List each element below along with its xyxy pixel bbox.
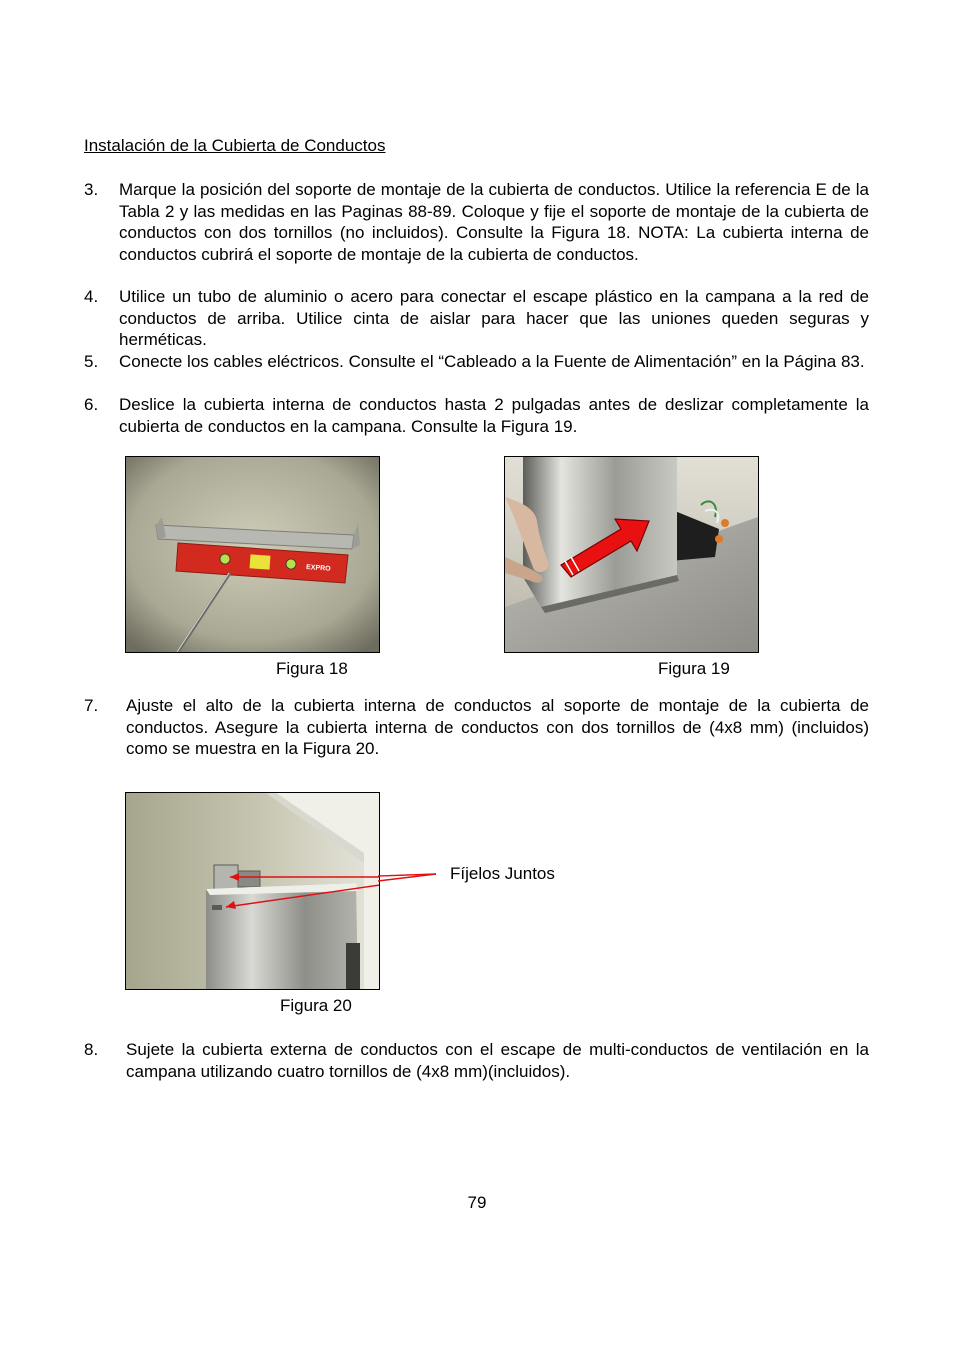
figure-19-illustration: [505, 457, 758, 652]
figure-19-photo: [504, 456, 759, 653]
figure-20-illustration: [126, 793, 379, 989]
page-number: 79: [467, 1193, 487, 1212]
figure-20-photo: [125, 792, 380, 990]
step-text: Conecte los cables eléctricos. Consulte el “Cableado a la Fuente de Alimentación” en la Página 83.: [119, 352, 865, 371]
step-text: Marque la posición del soporte de montaje de la cubierta de conductos. Utilice la referencia E de la Tabla 2 y las medidas en las Paginas 88-89. Coloque y fije el soporte de montaje de la cubierta de conductos con dos tornillos (no incluidos). Consulte la Figura 18. NOTA: La cubierta interna de conductos cubrirá el soporte de montaje de la cubierta de conductos.: [119, 180, 869, 264]
step-text: Utilice un tubo de aluminio o acero para conectar el escape plástico en la campana a la red de conductos de arriba. Utilice cinta de aislar para hacer que las uniones queden seguras y herméticas.: [119, 287, 869, 349]
figure-18-illustration: [126, 457, 379, 652]
figure-20-caption: Figura 20: [280, 996, 352, 1015]
step-text: Deslice la cubierta interna de conductos hasta 2 pulgadas antes de deslizar completamente la cubierta de conductos en la campana. Consulte la Figura 19.: [119, 395, 869, 436]
step-number: 4.: [84, 287, 99, 306]
figure-19-caption: Figura 19: [658, 659, 730, 678]
section-title: Instalación de la Cubierta de Conductos: [84, 136, 386, 155]
figure-20-callout: Fíjelos Juntos: [450, 864, 555, 883]
figure-18-caption: Figura 18: [276, 659, 348, 678]
callout-arrows: [378, 864, 440, 894]
step-text: Ajuste el alto de la cubierta interna de conductos al soporte de montaje de la cubierta de conductos. Asegure la cubierta interna de conductos con dos tornillos de (4x8 mm) (incluidos) como se muestra en la Figura 20.: [126, 696, 869, 758]
step-number: 7.: [84, 696, 99, 715]
level-brand-label: EXPRO: [305, 564, 331, 573]
step-number: 6.: [84, 395, 99, 414]
step-number: 3.: [84, 180, 99, 199]
figure-18-photo: [125, 456, 380, 653]
step-text: Sujete la cubierta externa de conductos con el escape de multi-conductos de ventilación en la campana utilizando cuatro tornillos de (4x8 mm)(incluidos).: [126, 1040, 869, 1081]
step-number: 5.: [84, 352, 99, 371]
step-number: 8.: [84, 1040, 99, 1059]
